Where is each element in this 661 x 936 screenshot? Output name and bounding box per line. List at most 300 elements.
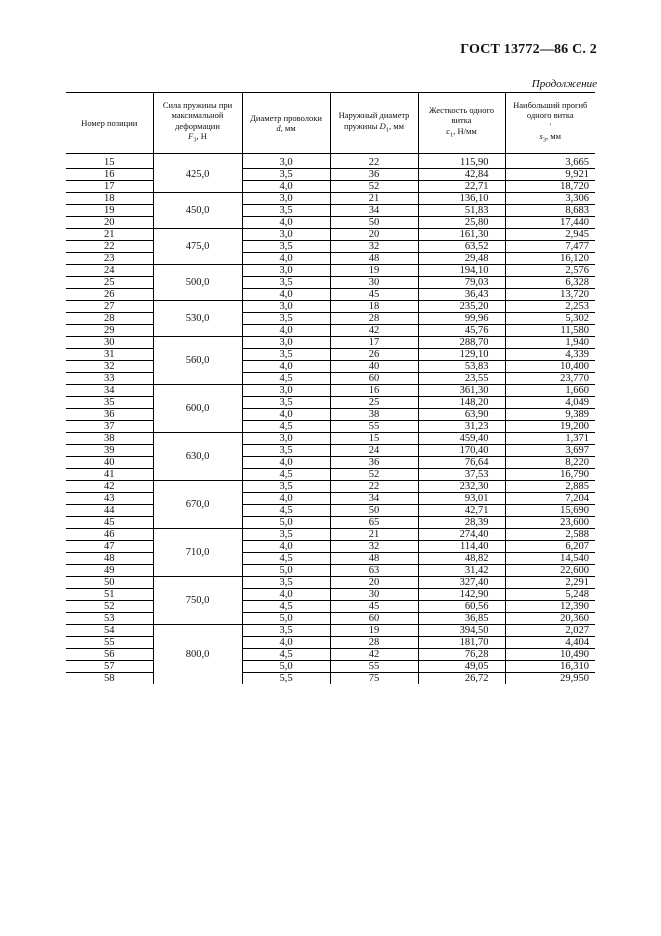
outer-diameter-cell: 60 (330, 613, 418, 625)
continuation-label: Продолжение (531, 78, 597, 90)
position-cell: 48 (66, 553, 153, 565)
stiffness-cell: 327,40 (418, 577, 505, 589)
col-header-position (66, 93, 153, 154)
max-deflection-cell: 1,940 (505, 337, 595, 349)
stiffness-cell: 31,42 (418, 565, 505, 577)
max-deflection-cell: 7,204 (505, 493, 595, 505)
position-cell: 44 (66, 505, 153, 517)
stiffness-cell: 394,50 (418, 625, 505, 637)
col-header-max-deflection (505, 93, 595, 154)
outer-diameter-cell: 24 (330, 445, 418, 457)
wire-diameter-cell: 4,0 (242, 457, 330, 469)
wire-diameter-cell: 4,0 (242, 409, 330, 421)
max-deflection-cell: 2,253 (505, 301, 595, 313)
outer-diameter-cell: 21 (330, 529, 418, 541)
wire-diameter-cell: 3,0 (242, 301, 330, 313)
table-row (66, 553, 595, 565)
position-cell: 36 (66, 409, 153, 421)
outer-diameter-cell: 15 (330, 433, 418, 445)
col-header-stiffness-unit: , Н/мм (453, 125, 477, 136)
max-deflection-cell: 8,683 (505, 205, 595, 217)
outer-diameter-cell: 60 (330, 373, 418, 385)
stiffness-cell: 170,40 (418, 445, 505, 457)
outer-diameter-cell: 40 (330, 361, 418, 373)
position-cell: 41 (66, 469, 153, 481)
table-row (66, 457, 595, 469)
position-cell: 39 (66, 445, 153, 457)
wire-diameter-cell: 4,0 (242, 493, 330, 505)
outer-diameter-cell: 50 (330, 505, 418, 517)
stiffness-cell: 99,96 (418, 313, 505, 325)
position-cell: 33 (66, 373, 153, 385)
position-cell: 52 (66, 601, 153, 613)
stiffness-cell: 53,83 (418, 361, 505, 373)
max-deflection-cell: 8,220 (505, 457, 595, 469)
position-cell: 40 (66, 457, 153, 469)
max-deflection-cell: 16,790 (505, 469, 595, 481)
table-row (66, 289, 595, 301)
table-row (66, 229, 595, 241)
force-cell: 750,0 (153, 577, 242, 625)
max-deflection-cell: 1,660 (505, 385, 595, 397)
col-header-outer-diameter-unit: , мм (389, 120, 405, 131)
position-cell: 22 (66, 241, 153, 253)
wire-diameter-cell: 3,5 (242, 445, 330, 457)
max-deflection-cell: 2,588 (505, 529, 595, 541)
max-deflection-cell: 2,027 (505, 625, 595, 637)
max-deflection-cell: 19,200 (505, 421, 595, 433)
wire-diameter-cell: 3,0 (242, 433, 330, 445)
max-deflection-cell: 17,440 (505, 217, 595, 229)
wire-diameter-cell: 3,5 (242, 169, 330, 181)
col-header-wire-diameter-text: Диаметр проволоки (250, 112, 322, 123)
max-deflection-cell: 29,950 (560, 673, 589, 684)
outer-diameter-cell: 52 (330, 469, 418, 481)
max-deflection-cell: 9,921 (505, 169, 595, 181)
outer-diameter-cell: 30 (330, 277, 418, 289)
position-cell: 57 (66, 661, 153, 673)
col-header-position-text: Номер позиции (81, 117, 138, 128)
position-cell: 43 (66, 493, 153, 505)
col-header-outer-diameter (330, 93, 418, 154)
stiffness-cell: 29,48 (418, 253, 505, 265)
outer-diameter-cell: 45 (330, 601, 418, 613)
table-row (66, 517, 595, 529)
force-cell: 800,0 (153, 625, 242, 685)
wire-diameter-cell: 4,0 (242, 217, 330, 229)
max-deflection-cell: 10,490 (505, 649, 595, 661)
outer-diameter-cell: 75 (330, 673, 418, 685)
wire-diameter-cell: 3,0 (242, 337, 330, 349)
outer-diameter-cell: 19 (330, 625, 418, 637)
max-deflection-cell: 14,540 (505, 553, 595, 565)
table-header-row (66, 93, 595, 154)
position-cell: 29 (66, 325, 153, 337)
wire-diameter-cell: 3,5 (242, 277, 330, 289)
outer-diameter-cell: 42 (330, 325, 418, 337)
outer-diameter-cell: 63 (330, 565, 418, 577)
max-deflection-cell: 3,697 (505, 445, 595, 457)
max-deflection-cell: 20,360 (505, 613, 595, 625)
outer-diameter-cell: 22 (330, 481, 418, 493)
wire-diameter-cell: 3,5 (242, 241, 330, 253)
outer-diameter-cell: 28 (330, 637, 418, 649)
stiffness-cell: 45,76 (418, 325, 505, 337)
position-cell: 56 (66, 649, 153, 661)
stiffness-cell: 459,40 (418, 433, 505, 445)
table-row (66, 577, 595, 589)
max-deflection-cell: 6,207 (505, 541, 595, 553)
wire-diameter-cell: 4,0 (242, 289, 330, 301)
position-cell: 18 (66, 193, 153, 205)
position-cell: 32 (66, 361, 153, 373)
col-header-max-deflection-text: Наибольший прогиб одного витка (513, 99, 588, 121)
stiffness-cell: 235,20 (418, 301, 505, 313)
wire-diameter-cell: 5,0 (242, 661, 330, 673)
position-cell: 19 (66, 205, 153, 217)
stiffness-cell: 26,72 (418, 673, 505, 685)
col-header-wire-diameter (242, 93, 330, 154)
table-row (66, 589, 595, 601)
wire-diameter-cell: 4,0 (242, 253, 330, 265)
table-row (66, 205, 595, 217)
table-row (66, 625, 595, 637)
max-deflection-cell: 16,120 (505, 253, 595, 265)
page-header: ГОСТ 13772—86 С. 2 (460, 42, 597, 57)
table-row (66, 421, 595, 433)
col-header-force-text: Сила пружины при максимальной деформации (162, 99, 233, 131)
position-cell: 46 (66, 529, 153, 541)
col-header-max-deflection-unit: , мм (546, 131, 562, 142)
wire-diameter-cell: 4,5 (242, 649, 330, 661)
outer-diameter-cell: 42 (330, 649, 418, 661)
table-row (66, 385, 595, 397)
stiffness-cell: 42,84 (418, 169, 505, 181)
stiffness-cell: 115,90 (418, 157, 505, 169)
wire-diameter-cell: 4,0 (242, 589, 330, 601)
wire-diameter-cell: 3,0 (242, 385, 330, 397)
position-cell: 28 (66, 313, 153, 325)
outer-diameter-cell: 55 (330, 661, 418, 673)
force-cell: 670,0 (153, 481, 242, 529)
col-header-force (153, 93, 242, 154)
max-deflection-cell: 23,770 (505, 373, 595, 385)
outer-diameter-cell: 26 (330, 349, 418, 361)
max-deflection-cell: 2,291 (505, 577, 595, 589)
wire-diameter-cell: 4,5 (242, 601, 330, 613)
wire-diameter-cell: 3,0 (242, 157, 330, 169)
max-deflection-cell: 22,600 (505, 565, 595, 577)
stiffness-cell: 181,70 (418, 637, 505, 649)
stiffness-cell: 28,39 (418, 517, 505, 529)
wire-diameter-cell: 4,5 (242, 373, 330, 385)
col-header-stiffness-symbol: $c_1$ (446, 125, 454, 139)
outer-diameter-cell: 30 (330, 589, 418, 601)
outer-diameter-cell: 36 (330, 169, 418, 181)
max-deflection-cell: 2,945 (505, 229, 595, 241)
position-cell: 54 (66, 625, 153, 637)
wire-diameter-cell: 3,5 (242, 313, 330, 325)
outer-diameter-cell: 20 (330, 577, 418, 589)
col-header-stiffness-text: Жесткость одного витка (429, 104, 494, 126)
table-row (66, 157, 595, 169)
max-deflection-cell: 7,477 (505, 241, 595, 253)
force-cell: 710,0 (153, 529, 242, 577)
wire-diameter-cell: 4,5 (242, 469, 330, 481)
max-deflection-cell: 4,049 (505, 397, 595, 409)
outer-diameter-cell: 48 (330, 553, 418, 565)
outer-diameter-cell: 18 (330, 301, 418, 313)
table-row (66, 361, 595, 373)
max-deflection-cell: 3,665 (505, 157, 595, 169)
stiffness-cell: 232,30 (418, 481, 505, 493)
wire-diameter-cell: 3,5 (242, 625, 330, 637)
stiffness-cell: 79,03 (418, 277, 505, 289)
table-row (66, 277, 595, 289)
position-cell: 50 (66, 577, 153, 589)
force-cell: 500,0 (153, 265, 242, 301)
stiffness-cell: 129,10 (418, 349, 505, 361)
position-cell: 37 (66, 421, 153, 433)
table-row (66, 649, 595, 661)
position-cell: 21 (66, 229, 153, 241)
col-header-stiffness (418, 93, 505, 154)
max-deflection-cell: 6,328 (505, 277, 595, 289)
outer-diameter-cell: 16 (330, 385, 418, 397)
position-cell: 15 (66, 157, 153, 169)
wire-diameter-cell: 5,0 (242, 613, 330, 625)
position-cell: 45 (66, 517, 153, 529)
outer-diameter-cell: 38 (330, 409, 418, 421)
table-row (66, 433, 595, 445)
max-deflection-cell: 15,690 (505, 505, 595, 517)
stiffness-cell: 37,53 (418, 469, 505, 481)
stiffness-cell: 48,82 (418, 553, 505, 565)
table-row (66, 493, 595, 505)
outer-diameter-cell: 34 (330, 205, 418, 217)
table-row (66, 397, 595, 409)
stiffness-cell: 136,10 (418, 193, 505, 205)
stiffness-cell: 361,30 (418, 385, 505, 397)
position-cell: 35 (66, 397, 153, 409)
col-header-force-unit: , Н (196, 131, 207, 142)
wire-diameter-cell: 3,5 (242, 481, 330, 493)
position-cell: 53 (66, 613, 153, 625)
position-cell: 47 (66, 541, 153, 553)
position-cell: 34 (66, 385, 153, 397)
force-cell: 530,0 (153, 301, 242, 337)
force-cell: 425,0 (153, 157, 242, 193)
force-cell: 630,0 (153, 433, 242, 481)
outer-diameter-cell: 36 (330, 457, 418, 469)
position-cell: 51 (66, 589, 153, 601)
max-deflection-cell: 1,371 (505, 433, 595, 445)
table-row (66, 673, 595, 685)
wire-diameter-cell: 4,0 (242, 361, 330, 373)
table-row (66, 613, 595, 625)
stiffness-cell: 31,23 (418, 421, 505, 433)
wire-diameter-cell: 4,5 (242, 505, 330, 517)
table-row (66, 217, 595, 229)
stiffness-cell: 51,83 (418, 205, 505, 217)
position-cell: 55 (66, 637, 153, 649)
max-deflection-cell: 16,310 (505, 661, 595, 673)
max-deflection-cell: 3,306 (505, 193, 595, 205)
col-header-max-deflection-symbol: $s_3$ (539, 131, 547, 144)
wire-diameter-cell: 3,5 (242, 205, 330, 217)
position-cell: 26 (66, 289, 153, 301)
outer-diameter-cell: 17 (330, 337, 418, 349)
max-deflection-cell: 11,580 (505, 325, 595, 337)
table-row (66, 169, 595, 181)
outer-diameter-cell: 45 (330, 289, 418, 301)
position-cell: 17 (66, 181, 153, 193)
max-deflection-cell: 5,302 (505, 313, 595, 325)
stiffness-cell: 23,55 (418, 373, 505, 385)
wire-diameter-cell: 3,5 (242, 397, 330, 409)
col-header-wire-diameter-unit: , мм (280, 123, 296, 133)
spring-parameters-table (66, 92, 595, 684)
wire-diameter-cell: 4,5 (242, 553, 330, 565)
outer-diameter-cell: 55 (330, 421, 418, 433)
stiffness-cell: 76,64 (418, 457, 505, 469)
table-row (66, 601, 595, 613)
stiffness-cell: 274,40 (418, 529, 505, 541)
table-row (66, 481, 595, 493)
max-deflection-cell: 18,720 (505, 181, 595, 193)
max-deflection-cell: 23,600 (505, 517, 595, 529)
wire-diameter-cell: 3,0 (242, 193, 330, 205)
table-row (66, 301, 595, 313)
stiffness-cell: 194,10 (418, 265, 505, 277)
table-row (66, 193, 595, 205)
force-cell: 475,0 (153, 229, 242, 265)
stiffness-cell: 63,52 (418, 241, 505, 253)
outer-diameter-cell: 52 (330, 181, 418, 193)
outer-diameter-cell: 32 (330, 241, 418, 253)
stiffness-cell: 93,01 (418, 493, 505, 505)
position-cell: 16 (66, 169, 153, 181)
table-row (66, 541, 595, 553)
wire-diameter-cell: 3,5 (242, 529, 330, 541)
outer-diameter-cell: 25 (330, 397, 418, 409)
table-row (66, 349, 595, 361)
wire-diameter-cell: 4,0 (242, 637, 330, 649)
outer-diameter-cell: 34 (330, 493, 418, 505)
table-row (66, 445, 595, 457)
wire-diameter-cell: 5,5 (242, 673, 330, 685)
table-row (66, 313, 595, 325)
stiffness-cell: 25,80 (418, 217, 505, 229)
stiffness-cell: 60,56 (418, 601, 505, 613)
outer-diameter-cell: 65 (330, 517, 418, 529)
max-deflection-cell: 13,720 (505, 289, 595, 301)
table-row (66, 565, 595, 577)
wire-diameter-cell: 4,0 (242, 541, 330, 553)
table-row (66, 253, 595, 265)
position-cell: 58 (66, 673, 153, 685)
position-cell: 38 (66, 433, 153, 445)
table-row (66, 505, 595, 517)
table-row (66, 325, 595, 337)
max-deflection-cell: 4,339 (505, 349, 595, 361)
force-cell: 560,0 (153, 337, 242, 385)
stiffness-cell: 42,71 (418, 505, 505, 517)
wire-diameter-cell: 3,5 (242, 349, 330, 361)
position-cell: 42 (66, 481, 153, 493)
force-cell: 450,0 (153, 193, 242, 229)
outer-diameter-cell: 32 (330, 541, 418, 553)
position-cell: 23 (66, 253, 153, 265)
table-row (66, 265, 595, 277)
table-row (66, 409, 595, 421)
wire-diameter-cell: 3,0 (242, 265, 330, 277)
position-cell: 24 (66, 265, 153, 277)
outer-diameter-cell: 21 (330, 193, 418, 205)
table-row (66, 661, 595, 673)
stiffness-cell: 36,85 (418, 613, 505, 625)
max-deflection-cell: 12,390 (505, 601, 595, 613)
col-header-max-deflection-mark: ' (549, 120, 552, 131)
wire-diameter-cell: 5,0 (242, 517, 330, 529)
position-cell: 20 (66, 217, 153, 229)
table-row (66, 637, 595, 649)
position-cell: 49 (66, 565, 153, 577)
stiffness-cell: 49,05 (418, 661, 505, 673)
outer-diameter-cell: 28 (330, 313, 418, 325)
stiffness-cell: 142,90 (418, 589, 505, 601)
max-deflection-cell: 10,400 (505, 361, 595, 373)
stiffness-cell: 288,70 (418, 337, 505, 349)
max-deflection-cell: 4,404 (505, 637, 595, 649)
wire-diameter-cell: 3,5 (242, 577, 330, 589)
force-cell: 600,0 (153, 385, 242, 433)
stiffness-cell: 148,20 (418, 397, 505, 409)
outer-diameter-cell: 22 (330, 157, 418, 169)
max-deflection-cell: 9,389 (505, 409, 595, 421)
table-row (66, 469, 595, 481)
stiffness-cell: 114,40 (418, 541, 505, 553)
outer-diameter-cell: 48 (330, 253, 418, 265)
outer-diameter-cell: 20 (330, 229, 418, 241)
table-row (66, 181, 595, 193)
max-deflection-cell: 5,248 (505, 589, 595, 601)
col-header-outer-diameter-symbol: $D_1$ (379, 120, 389, 134)
wire-diameter-cell: 5,0 (242, 565, 330, 577)
col-header-outer-diameter-text: Наружный диаметр пружины (338, 110, 410, 131)
wire-diameter-cell: 4,0 (242, 325, 330, 337)
table-body (66, 154, 595, 685)
stiffness-cell: 63,90 (418, 409, 505, 421)
outer-diameter-cell: 19 (330, 265, 418, 277)
wire-diameter-cell: 3,0 (242, 229, 330, 241)
col-header-wire-diameter-symbol: d (276, 123, 281, 133)
position-cell: 30 (66, 337, 153, 349)
table-row (66, 337, 595, 349)
max-deflection-cell: 2,885 (505, 481, 595, 493)
max-deflection-cell: 2,576 (505, 265, 595, 277)
position-cell: 25 (66, 277, 153, 289)
wire-diameter-cell: 4,5 (242, 421, 330, 433)
stiffness-cell: 161,30 (418, 229, 505, 241)
table-row (66, 529, 595, 541)
position-cell: 31 (66, 349, 153, 361)
col-header-force-symbol: $F_3$ (188, 131, 197, 144)
wire-diameter-cell: 4,0 (242, 181, 330, 193)
stiffness-cell: 22,71 (418, 181, 505, 193)
position-cell: 27 (66, 301, 153, 313)
outer-diameter-cell: 50 (330, 217, 418, 229)
